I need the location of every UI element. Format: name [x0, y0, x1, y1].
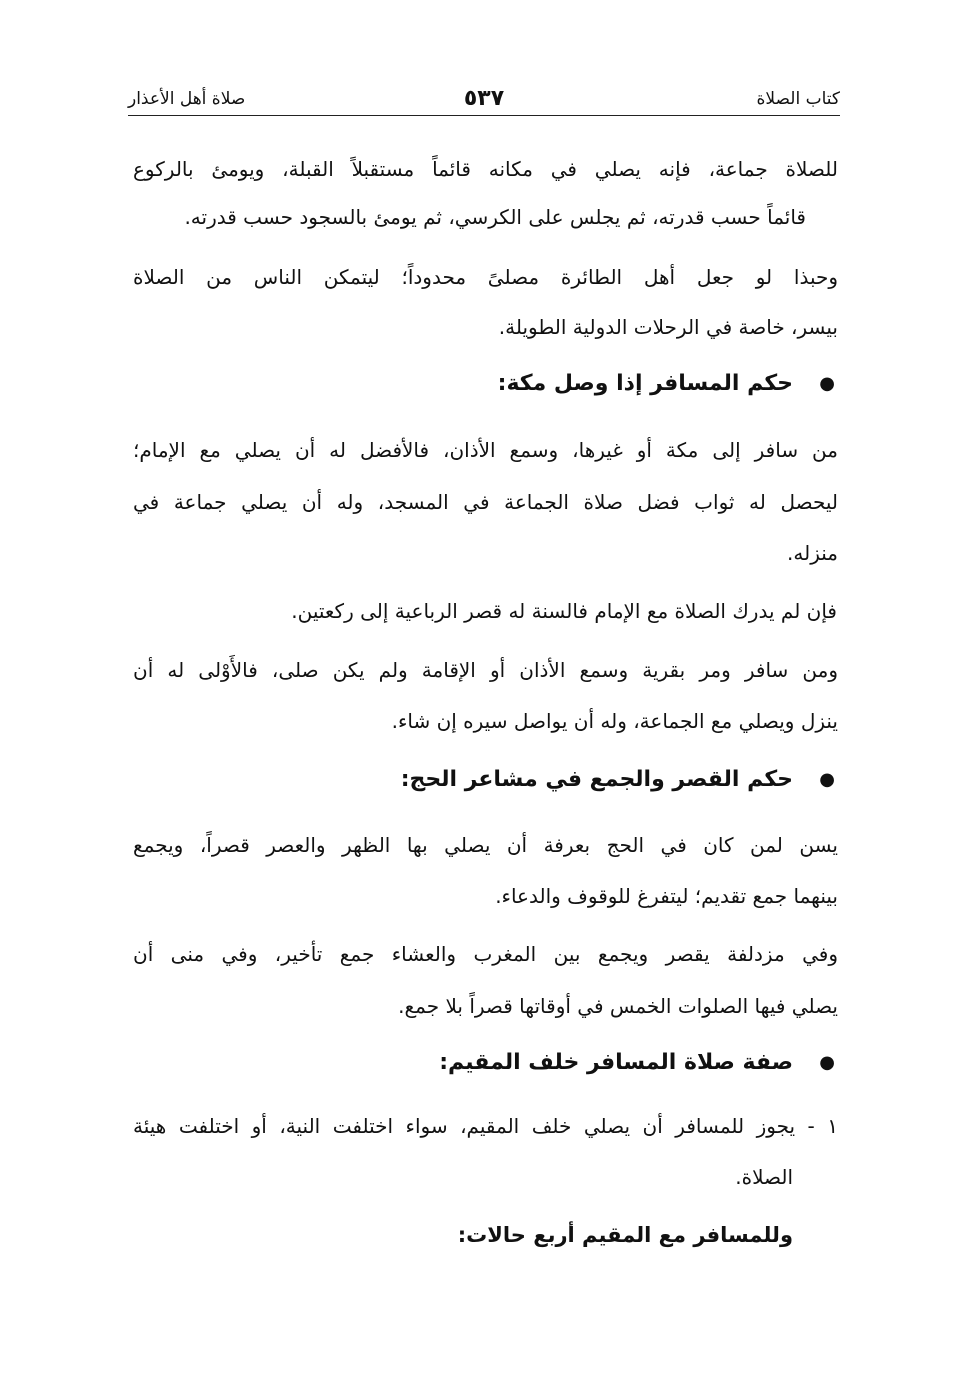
body-line: ومن سافر ومر بقرية وسمع الأذان أو الإقامة ولم يكن صلى، فالأَوْلى له أن — [133, 658, 838, 682]
body-line: يسن لمن كان في الحج بعرفة أن يصلي بها الظهر والعصر قصراً، ويجمع — [133, 833, 838, 857]
chapter-title: صلاة أهل الأعذار — [128, 89, 246, 109]
header-divider — [128, 115, 840, 116]
section-heading — [133, 364, 838, 404]
body-line: الصلاة. — [735, 1165, 793, 1189]
bullet-icon: ● — [819, 373, 835, 394]
body-line: قائماً حسب قدرته، ثم يجلس على الكرسي، ثم يومئ بالسجود حسب قدرته. — [184, 205, 806, 229]
body-line: وفي مزدلفة يقصر ويجمع بين المغرب والعشاء جمع تأخير، وفي منى أن — [133, 942, 838, 966]
book-title: كتاب الصلاة — [756, 89, 840, 109]
body-line: فإن لم يدرك الصلاة مع الإمام فالسنة له قصر الرباعية إلى ركعتين. — [291, 599, 837, 623]
heading-text: صفة صلاة المسافر خلف المقيم: — [439, 1050, 793, 1075]
running-header — [128, 86, 840, 112]
body-line: وحبذا لو جعل أهل الطائرة مصلىً محدوداً؛ ليتمكن الناس من الصلاة — [133, 265, 838, 289]
numbered-item: ١ - يجوز للمسافر أن يصلي خلف المقيم، سواء اختلفت النية، أو اختلفت هيئة — [133, 1114, 838, 1138]
body-line: منزله. — [787, 541, 838, 565]
page-number: ٥٣٧ — [463, 86, 505, 111]
body-line: بينهما جمع تقديم؛ ليتفرغ للوقوف والدعاء. — [495, 884, 838, 908]
section-heading — [133, 1043, 838, 1083]
body-line: ينزل ويصلي مع الجماعة، وله أن يواصل سيره إن شاء. — [391, 709, 838, 733]
body-line: للصلاة جماعة، فإنه يصلي في مكانه قائماً مستقبلاً القبلة، ويومئ بالركوع — [133, 157, 838, 181]
heading-text: حكم المسافر إذا وصل مكة: — [497, 371, 793, 396]
body-line: ليحصل له ثواب فضل صلاة الجماعة في المسجد، وله أن يصلي جماعة في — [133, 490, 838, 514]
bullet-icon: ● — [819, 1052, 835, 1073]
bullet-icon: ● — [819, 769, 835, 790]
section-heading — [133, 760, 838, 800]
heading-text: حكم القصر والجمع في مشاعر الحج: — [400, 767, 793, 792]
body-line: من سافر إلى مكة أو غيرها، وسمع الأذان، فالأفضل له أن يصلي مع الإمام؛ — [133, 438, 838, 462]
body-line: بيسر، خاصة في الرحلات الدولية الطويلة. — [498, 315, 838, 339]
body-line: يصلي فيها الصلوات الخمس في أوقاتها قصراً بلا جمع. — [398, 994, 838, 1018]
subheading: وللمسافر مع المقيم أربع حالات: — [457, 1223, 793, 1247]
